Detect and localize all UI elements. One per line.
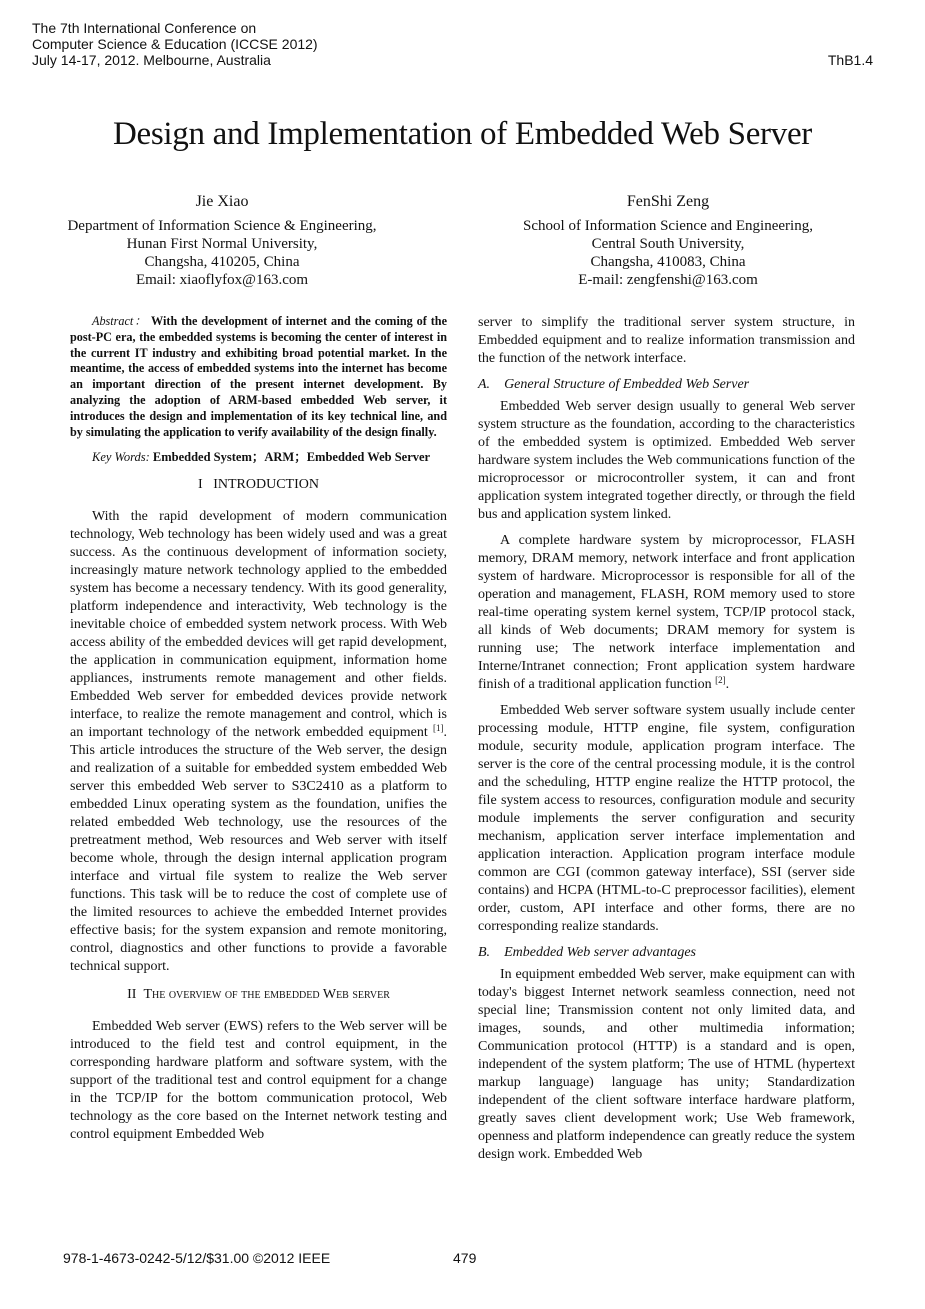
subsection-heading-general-structure: A. General Structure of Embedded Web Server: [478, 377, 750, 392]
abstract: [70, 314, 447, 440]
keywords: [70, 448, 447, 466]
paragraph: server to simplify the traditional server system structure, in Embedded equipment and to realize information transmission and the function of the network interface.: [478, 315, 855, 366]
author-affiliation: Central South University,: [591, 236, 745, 252]
author-email: E-mail: zengfenshi@163.com: [578, 272, 758, 288]
citation: [2]: [715, 675, 726, 685]
paragraph: In equipment embedded Web server, make equipment can with today's biggest Internet network seamless connection, need not special line; Transmission content not only limited data, and images, sounds, and other multimedia information; Communication protocol (HTTP) is a standard and is open, independent of the system platform; The use of HTML (hypertext markup language) language has unity; Standardization independent of the client software interface hardware platform, greatly saves client development work; Use Web framework, openness and platform independence can greatly reduce the system design work. Embedded Web: [478, 967, 855, 1162]
author-affiliation: School of Information Science and Engineering,: [523, 218, 813, 234]
author-address: Changsha, 410083, China: [590, 254, 746, 270]
author-block-1: [32, 193, 412, 289]
conference-header: [32, 20, 318, 68]
paragraph: With the rapid development of modern communication technology, Web technology has been widely used and was a great success. As the continuous development of information society, increasingly mature network technology applied to the embedded system has become a necessary tendency. With its good generality, platform independence and interactivity, Web technology is the inevitable choice of embedded system network process. With Web access ability of the embedded devices will get rapid development, the application in communication equipment, information home appliances, instruments remote management and other fields. Embedded Web server for embedded devices provide network interface, to realize the remote management and control, which is an important technology of the network embedded equipment [1]. This article introduces the structure of the Web server, the design and realization of a suitable for embedded system embedded Web server this embedded Web server to S3C2410 as a platform to embedded Linux operating system as the foundation, unifies the related embedded Web technology, use the resources of the pretreatment method, Web resources and Web server with itself become whole, through the design internal application program interface and virtual file system to realize the Web server functions. This task will be to reduce the cost of complete use of the limited resources to achieve the embedded Internet provides effective basis; for the system expansion and remote monitoring, control, diagnostics and other functions to provide a favorable technical support.: [70, 509, 447, 975]
paragraph: Embedded Web server software system usually include center processing module, HTTP engine, file system, configuration module, security module, application program interface. The server is the core of the central processing module, it is the control and the scheduling, HTTP engine realize the HTTP protocol, the file system access to resources, configuration module and security module implements the server configuration and security mechanism, application server interface implementation and application interaction. Application program interface module common are CGI (common gateway interface), SSI (server side contains) and HCPA (HTML-to-C preprocessor facilities), element order, custom, API interface and other forms, there are no corresponding realize standards.: [478, 703, 855, 934]
paragraph: Embedded Web server (EWS) refers to the Web server will be introduced to the field test and control equipment, in the corresponding hardware platform and software system, with the support of the traditional test and control equipment for a change in the TCP/IP for the bottom communication protocol, Web technology as the core based on the Internet network testing and control equipment Embedded Web: [70, 1019, 447, 1143]
author-affiliation: Department of Information Science & Engineering,: [67, 218, 377, 234]
copyright-footer: 978-1-4673-0242-5/12/$31.00 ©2012 IEEE: [63, 1250, 331, 1266]
author-address: Changsha, 410205, China: [144, 254, 300, 270]
author-name: FenShi Zeng: [626, 193, 710, 210]
section-heading-overview: II The overview of the embedded Web server: [127, 987, 390, 1003]
conference-date-location: July 14-17, 2012. Melbourne, Australia: [32, 52, 271, 68]
left-column: [70, 314, 447, 1152]
author-block-2: [478, 193, 858, 289]
section-heading-introduction: I INTRODUCTION: [198, 477, 319, 493]
author-name: Jie Xiao: [195, 193, 249, 210]
abstract-label: Abstract：: [92, 314, 148, 328]
author-email: Email: xiaoflyfox@163.com: [135, 272, 309, 288]
conference-name-line1: The 7th International Conference on: [32, 20, 257, 36]
author-affiliation: Hunan First Normal University,: [126, 236, 318, 252]
citation: [1]: [433, 723, 444, 734]
page-number: 479: [453, 1250, 477, 1266]
keywords-text: Embedded System；ARM；Embedded Web Server: [152, 450, 431, 465]
subsection-heading-advantages: B. Embedded Web server advantages: [478, 945, 696, 960]
keywords-label: Key Words:: [92, 450, 150, 465]
session-code: ThB1.4: [827, 52, 873, 68]
paragraph: Embedded Web server design usually to general Web server system structure as the foundation, according to the characteristics of the embedded system is optimized. Embedded Web server hardware system includes the Web communications function of the microprocessor or microcontroller system, it can and front application system integrated together directly, or through the field bus and application system linked.: [478, 399, 855, 522]
conference-name-line2: Computer Science & Education (ICCSE 2012): [32, 36, 318, 52]
abstract-text: With the development of internet and the coming of the post-PC era, the embedded systems is becoming the center of interest in the current IT industry and exhibiting broad potential market. In the meantime, the access of embedded systems into the internet has become an important direction of the present internet development. By analyzing the adoption of ARM-based embedded Web server, it introduces the design and implementation of its key technical line, and by simulating the application to verify availability of the design finally.: [70, 314, 447, 439]
paper-title: Design and Implementation of Embedded Web Server: [113, 116, 812, 152]
paragraph: A complete hardware system by microprocessor, FLASH memory, DRAM memory, network interface and front application system of hardware. Microprocessor is responsible for all of the operation and management, FLASH, ROM memory used to store real-time operating system kernel system, TCP/IP protocol stack, all kinds of Web documents; DRAM memory for system is running use; The network interface implementation and Interne/Intranet connection; Front application system hardware finish of a traditional application function [2].: [478, 533, 855, 692]
right-column: [478, 314, 855, 1172]
